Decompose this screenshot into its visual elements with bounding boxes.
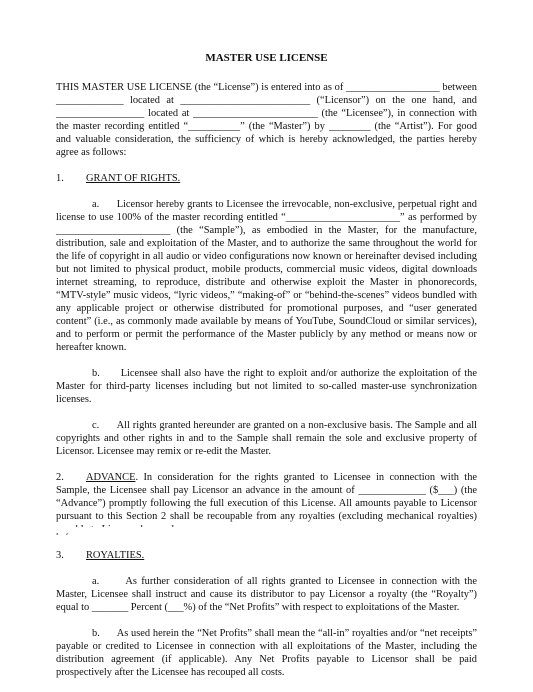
section-number: 1. <box>56 173 64 184</box>
paragraph-label: c. <box>92 420 100 431</box>
paragraph-text: Licensor hereby grants to Licensee the irrevocable, non-exclusive, perpetual right and license to use 100% of the master recording entitled “______________________” as performed by ______________________ (the “Sample”), as embodied in the Master, for the manufacture, distribution, sale and exploitation of the Master, and to authorize the same throughout the world for the life of copyright in all audio or video configurations now known or hereinafter devised including but not limited to physical product, mobile products, commercial music videos, digital downloads internet streaming, to reproduce, distribute and otherwise exploit the Master in phonorecords, “MTV-style” music videos, “lyric videos,” “making-of” or “behind-the-scenes” videos bundled with any applicable project or otherwise distributed for promotional purposes, and “user generated content” (i.e., as commonly made available by means of YouTube, SoundCloud or similar services), and to perform or permit the performance of the Master publicly by any method or means now or hereafter known. <box>56 199 477 353</box>
section-1b-paragraph <box>56 367 477 406</box>
paragraph-text: . In consideration for the rights granted to Licensee in connection with the Sample, the Licensee shall pay Licensor an advance in the amount of _____________ ($___) (the “Advance”) promptly following the full execution of this License. All amounts payable to Licensor pursuant to this Section 2 shall be recoupable from any royalties (excluding mechanical royalties) <box>56 472 477 522</box>
paragraph-label: b. <box>92 368 100 379</box>
section-number: 3. <box>56 550 64 561</box>
section-title: ADVANCE <box>86 472 136 483</box>
paragraph-label: a. <box>92 199 100 210</box>
section-3b-paragraph <box>56 627 477 679</box>
paragraph-text: All rights granted hereunder are granted on a non-exclusive basis. The Sample and all copyrights and other rights in and to the Sample shall remain the sole and exclusive property of Licensor. Licensee may remix or re-edit the Master. <box>56 420 477 457</box>
section-1c-paragraph <box>56 419 477 458</box>
page-edge <box>0 527 533 533</box>
paragraph-text: Licensee shall also have the right to exploit and/or authorize the exploitation of the Master for third-party licenses including but not limited to so-called master-use synchronization licenses. <box>56 368 477 405</box>
paragraph-text: As further consideration of all rights granted to Licensee in connection with the Master, Licensee shall instruct and cause its distributor to pay Licensor a royalty (the “Royalty”) equal to _______ Percent (___%) of the “Net Profits” with respect to exploitations of the Master. <box>56 576 477 613</box>
section-3a-paragraph <box>56 575 477 614</box>
section-3-heading <box>56 549 477 562</box>
section-number: 2. <box>56 472 64 483</box>
intro-paragraph: THIS MASTER USE LICENSE (the “License”) is entered into as of __________________ between _____________ located at _________________________ (“Licensor”) on the one hand, and _________________ located at ________________________ (the “Licensee”), in connection with the master recording entitled “__________” (the “Master”) by ________ (the “Artist”). For good and valuable consideration, the sufficiency of which is hereby acknowledged, the parties hereby agree as follows: <box>56 82 477 158</box>
paragraph-label: b. <box>92 628 100 639</box>
document-title: MASTER USE LICENSE <box>205 52 328 64</box>
paragraph-label: a. <box>92 576 100 587</box>
section-1a-paragraph <box>56 198 477 354</box>
section-1-heading <box>56 172 477 185</box>
section-title: GRANT OF RIGHTS. <box>86 173 181 184</box>
document-body <box>56 52 477 692</box>
paragraph-text: As used herein the “Net Profits” shall mean the “all-in” royalties and/or “net receipts” payable or credited to Licensee in connection with all exploitations of the Master, including the distribution agreement (if applicable). Any Net Profits payable to Licensor shall be paid prospectively after the Licensee has recouped all costs. <box>56 628 477 678</box>
section-title: ROYALTIES. <box>86 550 145 561</box>
